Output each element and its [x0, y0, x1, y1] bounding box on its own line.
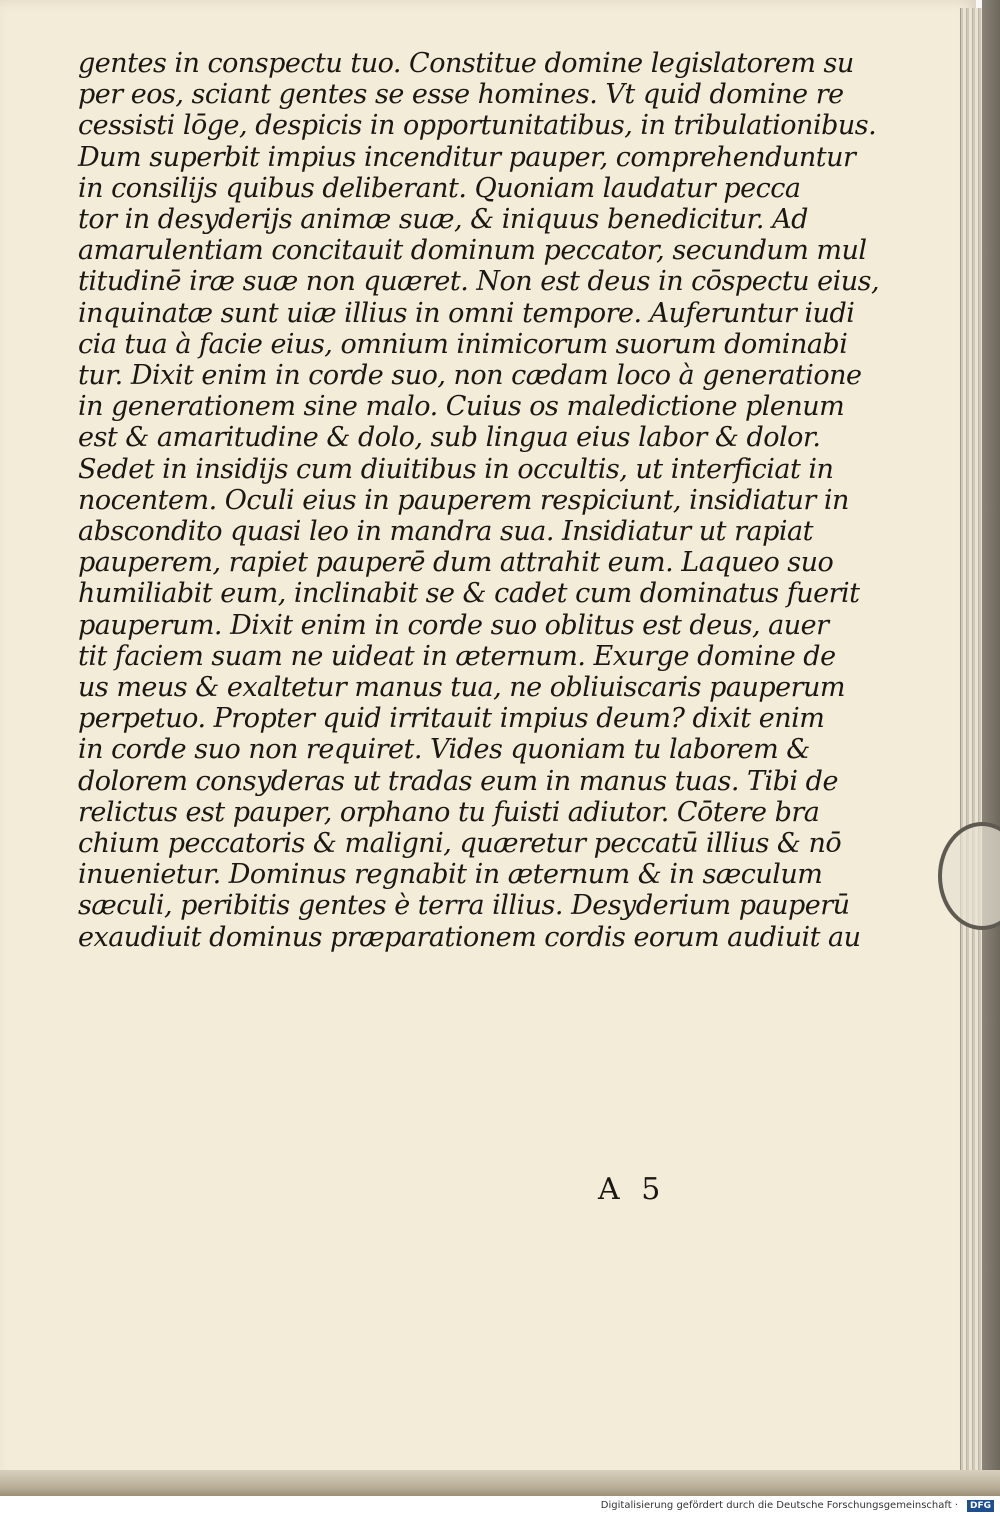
- text-line: tor in desyderijs animæ suæ, & iniquus benedicitur. Ad: [78, 204, 808, 236]
- text-line: nocentem. Oculi eius in pauperem respiciunt, insidiatur in: [78, 484, 849, 516]
- text-line: cia tua à facie eius, omnium inimicorum suorum dominabi: [78, 328, 848, 360]
- text-line: inuenietur. Dominus regnabit in æternum & in sæculum: [78, 859, 823, 891]
- text-line: Sedet in insidijs cum diuitibus in occultis, ut interficiat in: [78, 453, 834, 485]
- text-line: perpetuo. Propter quid irritauit impius deum? dixit enim: [78, 703, 825, 735]
- text-line: relictus est pauper, orphano tu fuisti adiutor. Cōtere bra: [78, 796, 820, 828]
- text-line: cessisti lōge, despicis in opportunitatibus, in tribulationibus.: [78, 110, 877, 142]
- text-line: per eos, sciant gentes se esse homines. Vt quid domine re: [78, 79, 844, 111]
- text-line: sæculi, peribitis gentes è terra illius. Desyderium pauperū: [78, 890, 850, 922]
- text-line: exaudiuit dominus præparationem cordis eorum audiuit au: [78, 921, 861, 953]
- text-line: titudinē iræ suæ non quæret. Non est deus in cōspectu eius,: [78, 266, 880, 298]
- page-text: [78, 48, 880, 953]
- text-line: inquinatæ sunt uiæ illius in omni tempore. Auferuntur iudi: [78, 297, 855, 329]
- dfg-logo: DFG: [967, 1500, 994, 1512]
- text-line: us meus & exaltetur manus tua, ne obliuiscaris pauperum: [78, 672, 846, 704]
- text-line: chium peccatoris & maligni, quæretur peccatū illius & nō: [78, 828, 842, 860]
- text-line: gentes in conspectu tuo. Constitue domine legislatorem su: [78, 48, 854, 79]
- text-line: pauperem, rapiet pauperē dum attrahit eum. Laqueo suo: [78, 547, 834, 579]
- signature-mark: A 5: [598, 1172, 667, 1207]
- text-line: in generationem sine malo. Cuius os maledictione plenum: [78, 391, 845, 423]
- text-line: abscondito quasi leo in mandra sua. Insidiatur ut rapiat: [78, 516, 813, 548]
- text-line: tur. Dixit enim in corde suo, non cædam loco à generatione: [78, 360, 862, 392]
- book-cover-edge: [982, 0, 1000, 1496]
- text-line: tit faciem suam ne uideat in æternum. Exurge domine de: [78, 640, 836, 672]
- text-line: humiliabit eum, inclinabit se & cadet cum dominatus fuerit: [78, 578, 860, 610]
- text-line: in consilijs quibus deliberant. Quoniam laudatur pecca: [78, 172, 801, 204]
- text-line: dolorem consyderas ut tradas eum in manus tuas. Tibi de: [78, 765, 838, 797]
- text-line: pauperum. Dixit enim in corde suo oblitus est deus, auer: [78, 609, 829, 641]
- text-line: amarulentiam concitauit dominum peccator, secundum mul: [78, 235, 867, 267]
- text-line: in corde suo non requiret. Vides quoniam tu laborem &: [78, 734, 810, 766]
- text-line: Dum superbit impius incenditur pauper, comprehenduntur: [78, 141, 856, 173]
- footer-credit: Digitalisierung gefördert durch die Deutsche Forschungsgemeinschaft ·: [600, 1500, 958, 1511]
- text-line: est & amaritudine & dolo, sub lingua eius labor & dolor.: [78, 422, 821, 454]
